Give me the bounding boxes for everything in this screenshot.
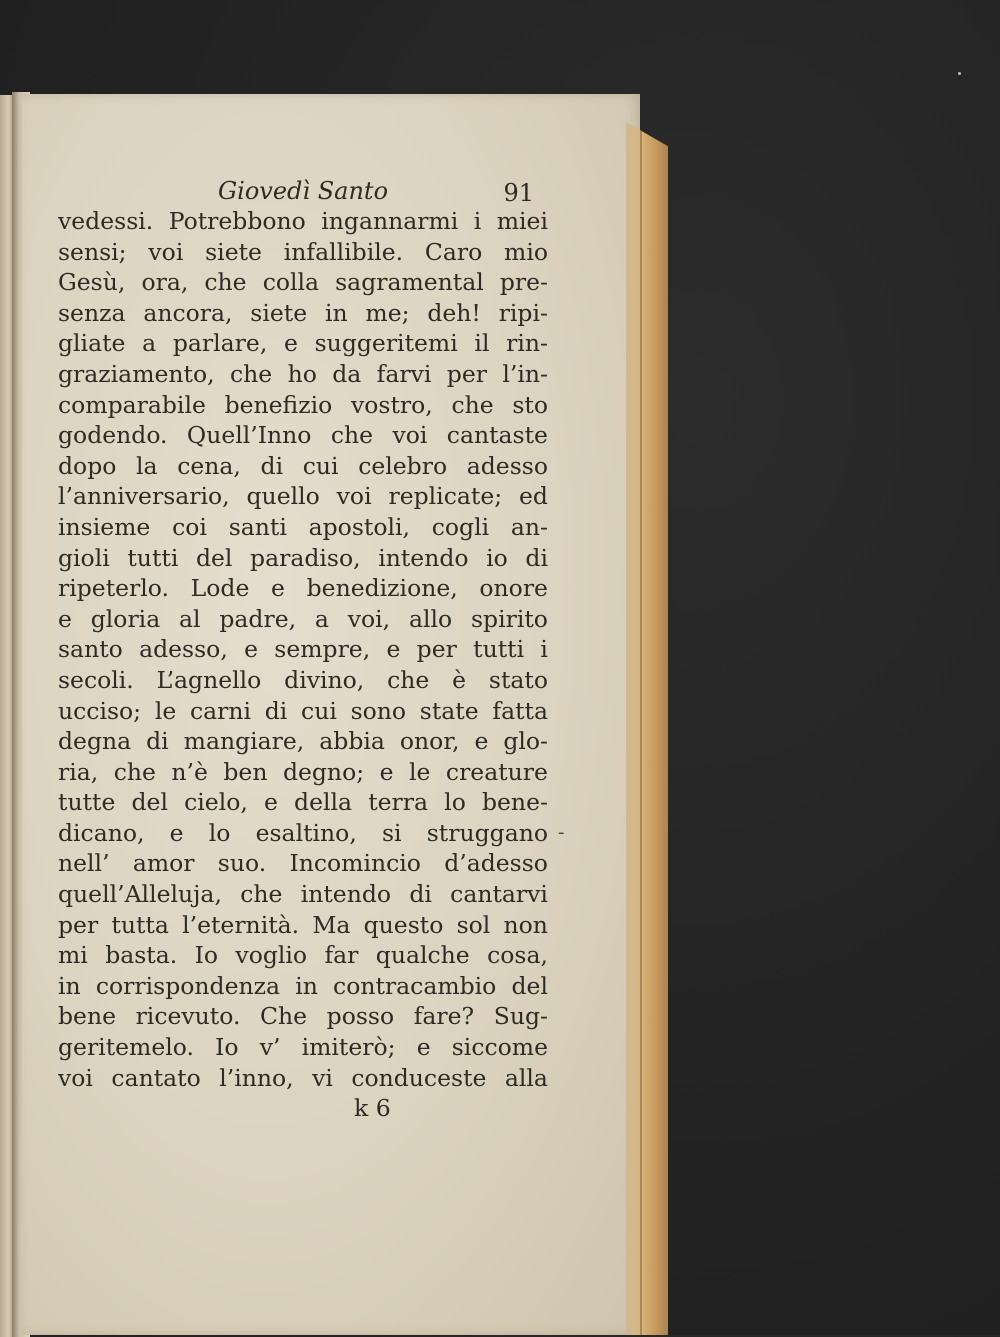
word: cosa, [487,941,548,970]
word: onore [479,574,548,603]
word: tutta [111,910,169,939]
word: di [525,543,548,572]
word: Che [260,1002,308,1031]
text-line [58,543,548,574]
word: cantato [111,1063,201,1092]
word: corrispondenza [95,971,280,1000]
word: infallibile. [283,237,404,266]
word: Potrebbono [168,207,306,235]
word: gloria [90,604,161,633]
word: d’adesso [444,849,548,878]
word: qualche [375,941,470,970]
word: siete [205,237,262,266]
word: ora, [141,268,189,297]
word: che [387,665,430,694]
word: lo [444,788,466,817]
word: sensi; [58,237,127,266]
word: della [294,788,353,817]
word: Sug- [493,1002,548,1031]
word: far [324,941,359,970]
word: allo [408,604,453,633]
word: fatta [492,696,548,725]
text-line [58,879,548,910]
word: che [229,359,273,388]
signature-mark: k 6 [354,1094,391,1123]
word: a [314,604,329,633]
word: ben [223,757,268,786]
word: celebro [358,451,448,480]
word: ingannarmi [321,207,459,235]
word: e [284,329,298,358]
word: benedizione, [306,574,458,603]
text-line [58,604,548,635]
text-line [58,420,548,451]
word: Lode [190,574,250,603]
word: benefizio [224,390,333,419]
word: abbia [319,727,385,756]
word: struggano [426,818,548,847]
word: cogli [431,512,490,541]
word: secoli. [58,665,134,694]
text-line [58,726,548,757]
word: parlare, [172,329,268,358]
word: replicate; [388,482,503,511]
word: ucciso; [58,696,142,725]
word: esaltino, [255,818,357,847]
word: intendo [378,543,469,572]
word: io [486,543,508,572]
word: ricevuto. [135,1002,241,1031]
text-line [58,665,548,696]
word: santi [228,512,287,541]
word: sto [512,390,548,419]
word: e [169,818,184,847]
word: del [195,543,233,572]
word: creature [445,757,548,786]
word: sol [456,910,491,939]
word: e [271,574,285,603]
text-line [58,481,548,512]
page-fore-edge [626,122,668,1335]
text-line [58,940,548,971]
word: cielo, [184,788,248,817]
word: da [332,359,362,388]
word: e [416,1033,431,1062]
word: e [474,727,489,756]
word: farvi [376,359,432,388]
word: del [511,971,548,1000]
word: Incomincio [289,849,421,878]
word: voi, [347,604,391,633]
word: comparabile [58,390,206,419]
text-line [58,359,548,390]
word: i [540,635,548,664]
text-line [58,328,548,359]
word: amor [132,849,195,878]
text-line [58,237,548,268]
word: voi [148,237,184,266]
word: pre- [499,268,548,297]
word: padre, [219,604,297,633]
word: il [474,329,490,358]
word: ho [287,359,317,388]
word: che [451,390,494,419]
word: sono [350,696,407,725]
word: ripeterlo. [58,574,170,603]
word: quello [246,482,320,511]
text-line [58,267,548,298]
word: deh! [427,298,481,327]
word: in [324,298,348,327]
word: le [409,757,431,786]
word: in [295,971,318,1000]
text-line [58,1063,548,1094]
word: tutti [473,635,525,664]
word: divino, [284,665,365,694]
word: Quell’Inno [186,421,312,450]
word: vi [312,1063,333,1092]
word: voi [58,1063,93,1092]
word: e [386,635,401,664]
word: rin- [506,329,548,358]
word: contracambio [333,971,497,1000]
word: al [179,604,201,633]
word: fare? [413,1002,475,1031]
word: v’ [259,1033,281,1062]
word: voi [336,482,372,511]
word: l’inno, [219,1063,294,1092]
word: è [452,665,467,694]
word: e [58,604,72,633]
word: cantarvi [450,880,548,909]
word: l’in- [502,359,548,388]
word: che [113,757,156,786]
word: e [244,635,258,664]
word: ed [519,482,548,511]
word: si [381,818,402,847]
running-head [58,176,548,206]
text-line [58,787,548,818]
word: intendo [300,880,392,909]
word: tutte [58,788,116,817]
word: stato [488,665,548,694]
word: colla [262,268,320,297]
text-line [58,634,548,665]
text-line [58,696,548,727]
word: le [154,696,177,725]
word: ancora, [143,298,233,327]
text-line [58,818,548,849]
word: miei [496,207,548,235]
word: senza [58,298,126,327]
word: degna [58,727,132,756]
word: l’anniversario, [58,482,230,511]
text-line [58,573,548,604]
word: degno; [282,757,365,786]
word: siccome [451,1033,548,1062]
word: adesso [466,451,548,480]
word: an- [510,512,548,541]
margin-mark: - [558,822,565,843]
word: apostoli, [308,512,410,541]
word: gioli [58,543,110,572]
word: ripi- [498,298,548,327]
word: di [146,727,169,756]
word: santo [58,635,123,664]
word: suggeritemi [314,329,458,358]
word: cena, [177,451,241,480]
text-line [58,757,548,788]
word: di [260,451,284,480]
word: cui [301,696,337,725]
word: i [473,207,482,235]
word: imiterò; [301,1033,396,1062]
word: onor, [399,727,460,756]
word: Io [215,1033,239,1062]
word: sempre, [274,635,371,664]
word: di [264,696,288,725]
word: l’eternità. [182,910,300,939]
word: mi [58,941,88,970]
word: nell’ [58,849,110,878]
word: Io [194,941,219,970]
word: insieme [58,512,151,541]
word: Caro [424,237,483,266]
dust-speck [958,72,961,75]
word: geritemelo. [58,1033,194,1062]
text-line [58,512,548,543]
word: bene- [481,788,548,817]
word: ria, [58,757,99,786]
word: voglio [235,941,308,970]
text-line [58,451,548,482]
word: vostro, [350,390,433,419]
word: spirito [470,604,548,633]
word: posso [326,1002,395,1031]
word: cui [302,451,339,480]
word: sagramental [335,268,484,297]
text-line [58,848,548,879]
word: mangiare, [183,727,305,756]
word: a [142,329,157,358]
word: alla [504,1063,548,1092]
word: non [503,910,548,939]
word: Gesù, [58,268,126,297]
word: per [446,359,487,388]
word: per [416,635,457,664]
text-line [58,1001,548,1032]
running-title: Giovedì Santo [217,177,389,205]
page-fore-edge-line [640,130,642,1335]
word: di [409,880,432,909]
word: L’agnello [156,665,262,694]
word: me; [365,298,410,327]
text-line [58,390,548,421]
word: suo. [217,849,267,878]
word: glo- [503,727,548,756]
body-text [58,206,548,1093]
page-text-block [58,176,548,1123]
word: cantaste [446,421,548,450]
word: mio [504,237,548,266]
text-line [58,1032,548,1063]
word: lo [208,818,231,847]
word: del [131,788,168,817]
text-line [58,206,548,237]
text-line [58,971,548,1002]
word: Ma [312,910,351,939]
word: vedessi. [58,207,154,235]
word: che [330,421,374,450]
word: n’è [171,757,208,786]
word: che [240,880,283,909]
word: in [58,971,81,1000]
text-line [58,298,548,329]
word: dicano, [58,818,145,847]
word: questo [363,910,444,939]
word: la [136,451,158,480]
word: graziamento, [58,359,215,388]
word: tutti [127,543,179,572]
word: coi [172,512,207,541]
word: basta. [105,941,178,970]
word: paradiso, [250,543,361,572]
word: bene [58,1002,116,1031]
word: siete [250,298,308,327]
word: e [379,757,394,786]
word: che [204,268,247,297]
word: conduceste [351,1063,487,1092]
word: voi [392,421,428,450]
word: adesso, [139,635,228,664]
word: dopo [58,451,117,480]
word: terra [368,788,429,817]
word: e [263,788,278,817]
word: gliate [58,329,126,358]
page-number: 91 [503,179,534,207]
word: per [58,910,99,939]
text-line [58,910,548,941]
word: carni [189,696,252,725]
word: quell’Alleluja, [58,880,222,909]
word: godendo. [58,421,168,450]
word: state [419,696,479,725]
